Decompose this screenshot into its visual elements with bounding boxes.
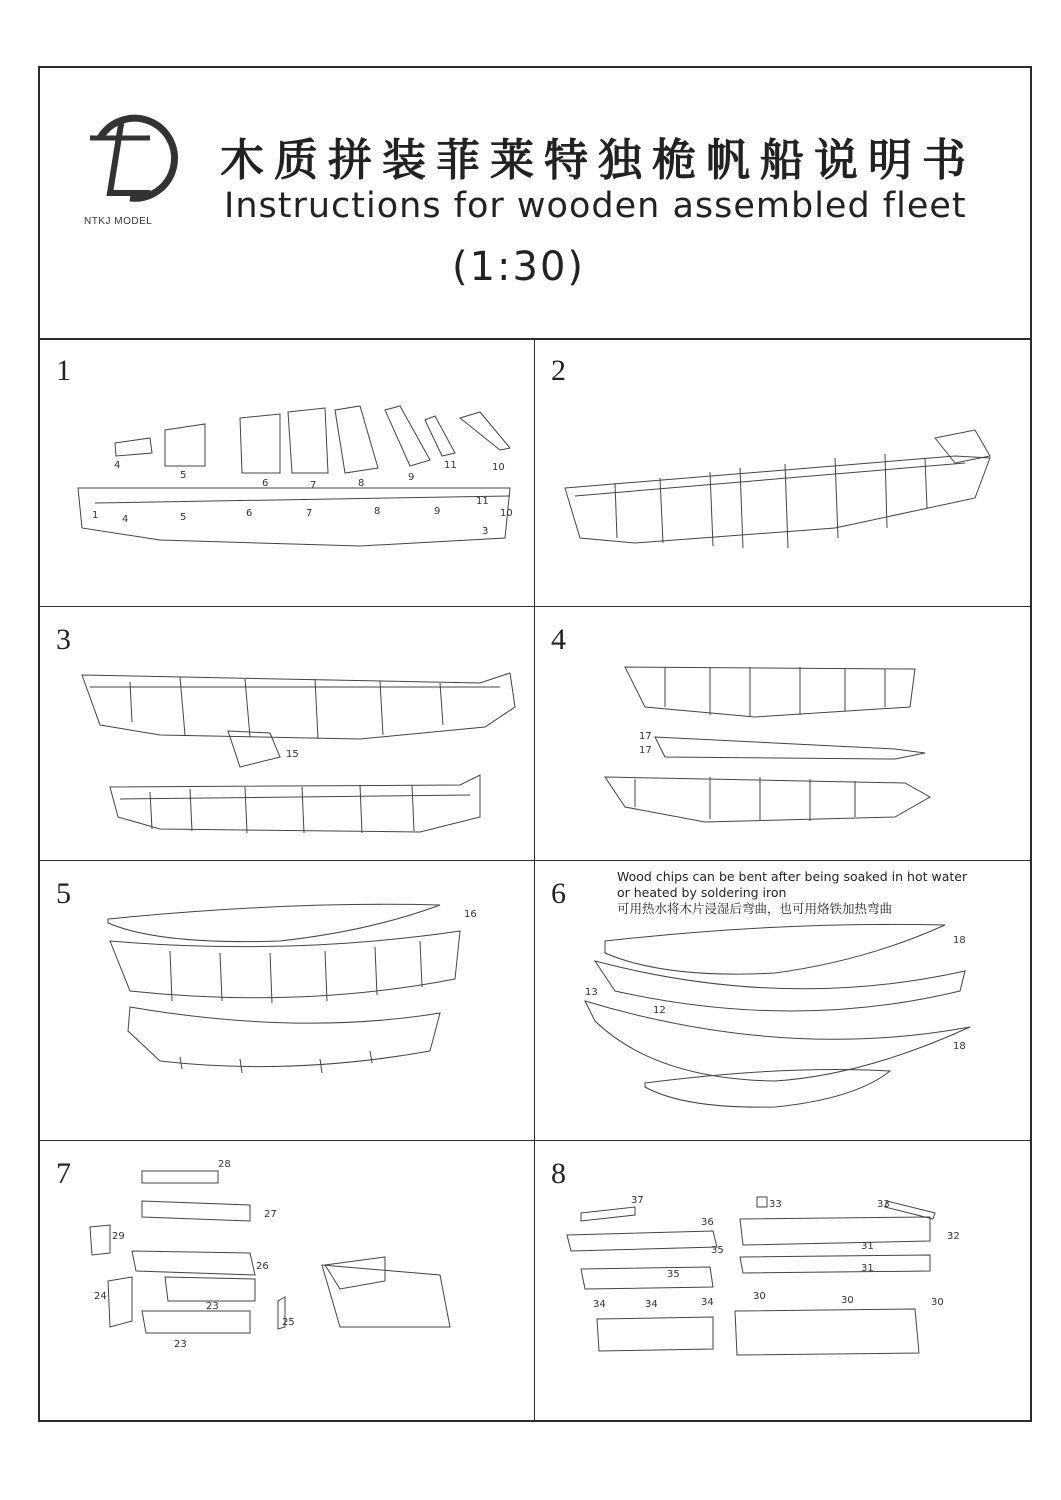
step-1-panel bbox=[40, 338, 534, 606]
step-4-panel bbox=[535, 607, 1030, 860]
part-label: 29 bbox=[112, 1231, 125, 1242]
instruction-sheet bbox=[38, 66, 1032, 1422]
part-label: 24 bbox=[94, 1291, 107, 1302]
part-label: 36 bbox=[701, 1217, 714, 1228]
part-label: 30 bbox=[753, 1291, 766, 1302]
step-3-panel bbox=[40, 607, 534, 860]
part-label: 11 bbox=[444, 460, 457, 471]
part-label: 33 bbox=[769, 1199, 782, 1210]
part-label: 10 bbox=[492, 462, 505, 473]
part-label: 15 bbox=[286, 749, 299, 760]
step-6-diagram bbox=[535, 861, 1030, 1140]
header bbox=[40, 68, 1030, 340]
part-label: 17 bbox=[639, 731, 652, 742]
part-label: 31 bbox=[861, 1241, 874, 1252]
part-label: 17 bbox=[639, 745, 652, 756]
part-label: 3 bbox=[482, 526, 489, 537]
step-5-panel bbox=[40, 861, 534, 1140]
step-8-diagram bbox=[535, 1141, 1030, 1422]
step-number: 6 bbox=[551, 877, 566, 910]
part-label: 7 bbox=[306, 508, 313, 519]
part-label: 30 bbox=[841, 1295, 854, 1306]
part-label: 11 bbox=[476, 496, 489, 507]
part-label: 8 bbox=[358, 478, 365, 489]
part-label: 9 bbox=[434, 506, 441, 517]
part-label: 9 bbox=[408, 472, 415, 483]
step-6-panel bbox=[535, 861, 1030, 1140]
part-label: 34 bbox=[593, 1299, 606, 1310]
step-7-panel bbox=[40, 1141, 534, 1422]
part-label: 4 bbox=[122, 514, 129, 525]
note-english-line-1: Wood chips can be bent after being soaked in hot water bbox=[617, 869, 968, 884]
step-7-diagram bbox=[40, 1141, 534, 1422]
note-english-line-2: or heated by soldering iron bbox=[617, 885, 787, 900]
page-title-english: Instructions for wooden assembled fleet bbox=[224, 186, 967, 226]
part-label: 5 bbox=[180, 512, 187, 523]
step-8-panel bbox=[535, 1141, 1030, 1422]
ntkj-logo-icon bbox=[70, 98, 180, 218]
part-label: 28 bbox=[218, 1159, 231, 1170]
part-label: 7 bbox=[310, 480, 317, 491]
part-label: 27 bbox=[264, 1209, 277, 1220]
part-label: 32 bbox=[947, 1231, 960, 1242]
part-label: 4 bbox=[114, 460, 121, 471]
part-label: 31 bbox=[861, 1263, 874, 1274]
part-label: 18 bbox=[953, 935, 966, 946]
part-label: 10 bbox=[500, 508, 513, 519]
part-label: 12 bbox=[653, 1005, 666, 1016]
steps-grid bbox=[40, 338, 1030, 1422]
note-chinese: 可用热水将木片浸湿后弯曲，也可用烙铁加热弯曲 bbox=[617, 901, 893, 916]
step-number: 4 bbox=[551, 623, 566, 656]
part-label: 8 bbox=[374, 506, 381, 517]
brand-caption: NTKJ MODEL bbox=[84, 216, 153, 227]
part-label: 5 bbox=[180, 470, 187, 481]
part-label: 1 bbox=[92, 510, 99, 521]
part-label: 26 bbox=[256, 1261, 269, 1272]
part-label: 23 bbox=[174, 1339, 187, 1350]
scale-label: (1:30) bbox=[452, 244, 586, 290]
part-label: 35 bbox=[667, 1269, 680, 1280]
part-label: 37 bbox=[631, 1195, 644, 1206]
step-number: 3 bbox=[56, 623, 71, 656]
step-number: 8 bbox=[551, 1157, 566, 1190]
part-label: 23 bbox=[206, 1301, 219, 1312]
step-2-diagram bbox=[535, 338, 1030, 606]
step-1-diagram bbox=[40, 338, 534, 606]
part-label: 33 bbox=[877, 1199, 890, 1210]
step-4-diagram bbox=[535, 607, 1030, 860]
step-number: 7 bbox=[56, 1157, 71, 1190]
part-label: 25 bbox=[282, 1317, 295, 1328]
part-label: 6 bbox=[262, 478, 269, 489]
step-number: 1 bbox=[56, 354, 71, 387]
part-label: 6 bbox=[246, 508, 253, 519]
part-label: 35 bbox=[711, 1245, 724, 1256]
part-label: 34 bbox=[645, 1299, 658, 1310]
part-label: 16 bbox=[464, 909, 477, 920]
page-title-chinese: 木质拼装菲莱特独桅帆船说明书 bbox=[220, 135, 976, 186]
step-number: 5 bbox=[56, 877, 71, 910]
step-5-diagram bbox=[40, 861, 534, 1140]
part-label: 34 bbox=[701, 1297, 714, 1308]
part-label: 30 bbox=[931, 1297, 944, 1308]
part-label: 13 bbox=[585, 987, 598, 998]
step-2-panel bbox=[535, 338, 1030, 606]
step-3-diagram bbox=[40, 607, 534, 860]
step-number: 2 bbox=[551, 354, 566, 387]
part-label: 18 bbox=[953, 1041, 966, 1052]
